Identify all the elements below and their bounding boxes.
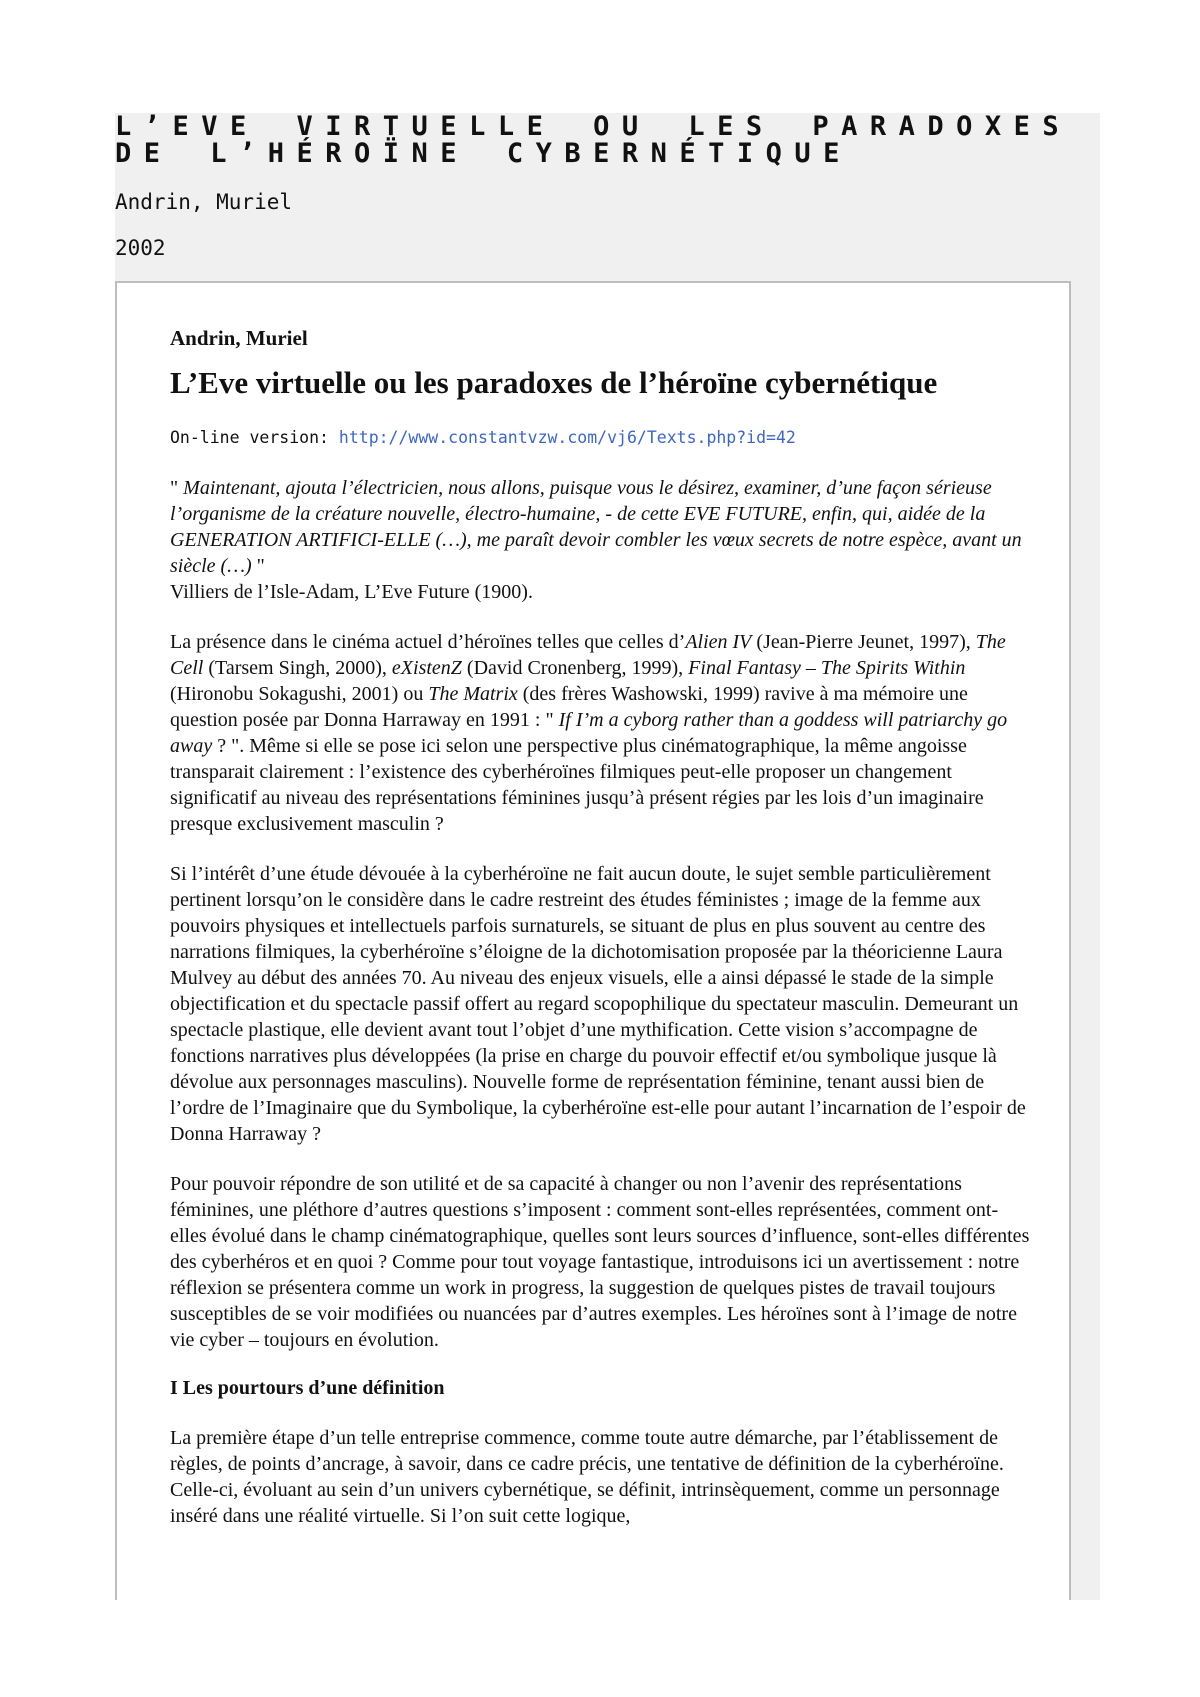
article-title: L’Eve virtuelle ou les paradoxes de l’héroïne cybernétique [170,365,938,400]
paragraph-4: La première étape d’un telle entreprise commence, comme toute autre démarche, par l’établissement de règles, de points d’ancrage, à savoir, dans ce cadre précis, une tentative de définition de la cyberhéroïne. Celle-ci, évoluant au sein d’un univers cybernétique, se définit, intrinsèquement, comme un personnage inséré dans une réalité virtuelle. Si l’on suit cette logique, [170,1427,1004,1527]
header-author: Andrin, Muriel [115,190,293,214]
film-title: The Cell [170,631,1006,679]
film-title: The Matrix [428,683,518,705]
online-version [170,427,1030,449]
epigraph-close-quote: " [256,555,265,577]
paragraph-1-text: (Hironobu Sokagushi, 2001) ou [170,683,429,705]
film-title: Alien IV [685,631,752,653]
paragraph-1-text: (Jean-Pierre Jeunet, 1997), [751,631,976,653]
harraway-quote: If I’m a cyborg rather than a goddess will patriarchy go away [170,709,1008,757]
paragraph-1-text: (des frères Washowski, 1999) ravive à ma mémoire une question posée par Donna Harraway en 1991 : " [170,683,968,731]
paragraph-3: Pour pouvoir répondre de son utilité et de sa capacité à changer ou non l’avenir des représentations féminines, une pléthore d’autres questions s’imposent : comment sont-elles représentées, comment ont-elles évolué dans le champ cinématographique, quelles sont leurs sources d’influence, sont-elles différentes des cyberhéros et en quoi ? Comme pour tout voyage fantastique, introduisons ici un avertissement : notre réflexion se présentera comme un work in progress, la suggestion de quelques pistes de travail toujours susceptibles de se voir modifiées ou nuancées par d’autres exemples. Les héroïnes sont à l’image de notre vie cyber – toujours en évolution. [170,1173,1030,1351]
paragraph-1-text: La présence dans le cinéma actuel d’héroïnes telles que celles d’ [170,631,686,653]
online-version-label: On-line version: [170,428,329,447]
header-year: 2002 [115,236,166,260]
online-version-link[interactable]: http://www.constantvzw.com/vj6/Texts.php?id=42 [338,428,796,447]
header-title: L’EVE VIRTUELLE OU LES PARADOXES DE L’HÉROÏNE CYBERNÉTIQUE [115,111,1072,169]
paragraph-1 [170,629,1030,837]
content-frame[interactable] [115,281,1071,1600]
paragraph-1-text: (David Cronenberg, 1999), [461,657,689,679]
epigraph-text: Maintenant, ajouta l’électricien, nous allons, puisque vous le désirez, examiner, d’une façon sérieuse l’organisme de la créature nouvelle, électro-humaine, - de cette EVE FUTURE, enfin, qui, aidée de la GENERATION ARTIFICI-ELLE (…), me paraît devoir combler les vœux secrets de notre espèce, avant un siècle (…) [170,477,1022,577]
article-body [170,325,1030,1529]
paragraph-1-text: (Tarsem Singh, 2000), [203,657,392,679]
paragraph-1-text: ? ". Même si elle se pose ici selon une perspective plus cinématographique, la même angoisse transparait clairement : l’existence des cyberhéroïnes filmiques peut-elle proposer un changement significatif au niveau des représentations féminines jusqu’à présent régies par les lois d’un imaginaire presque exclusivement masculin ? [170,735,984,835]
film-title: eXistenZ [391,657,462,679]
section-heading: I Les pourtours d’une définition [170,1377,445,1399]
article-author: Andrin, Muriel [170,326,308,350]
epigraph [170,475,1030,605]
paragraph-2: Si l’intérêt d’une étude dévouée à la cyberhéroïne ne fait aucun doute, le sujet semble particulièrement pertinent lorsqu’on le considère dans le cadre restreint des études féministes ; image de la femme aux pouvoirs physiques et intellectuels parfois surnaturels, se situant de plus en plus souvent au centre des narrations filmiques, la cyberhéroïne s’éloigne de la dichotomisation proposée par la théoricienne Laura Mulvey au début des années 70. Au niveau des enjeux visuels, elle a ainsi dépassé le stade de la simple objectification et du spectacle passif offert au regard scopophilique du spectateur masculin. Demeurant un spectacle plastique, elle devient avant tout l’objet d’une mythification. Cette vision s’accompagne de fonctions narratives plus développées (la prise en charge du pouvoir effectif et/ou symbolique jusque là dévolue aux personnages masculins). Nouvelle forme de représentation féminine, tenant aussi bien de l’ordre de l’Imaginaire que du Symbolique, la cyberhéroïne est-elle pour autant l’incarnation de l’espoir de Donna Harraway ? [170,863,1026,1145]
epigraph-open-quote: " [170,477,179,499]
epigraph-source: Villiers de l’Isle-Adam, L’Eve Future (1900). [170,581,533,603]
film-title: Final Fantasy – The Spirits Within [688,657,966,679]
